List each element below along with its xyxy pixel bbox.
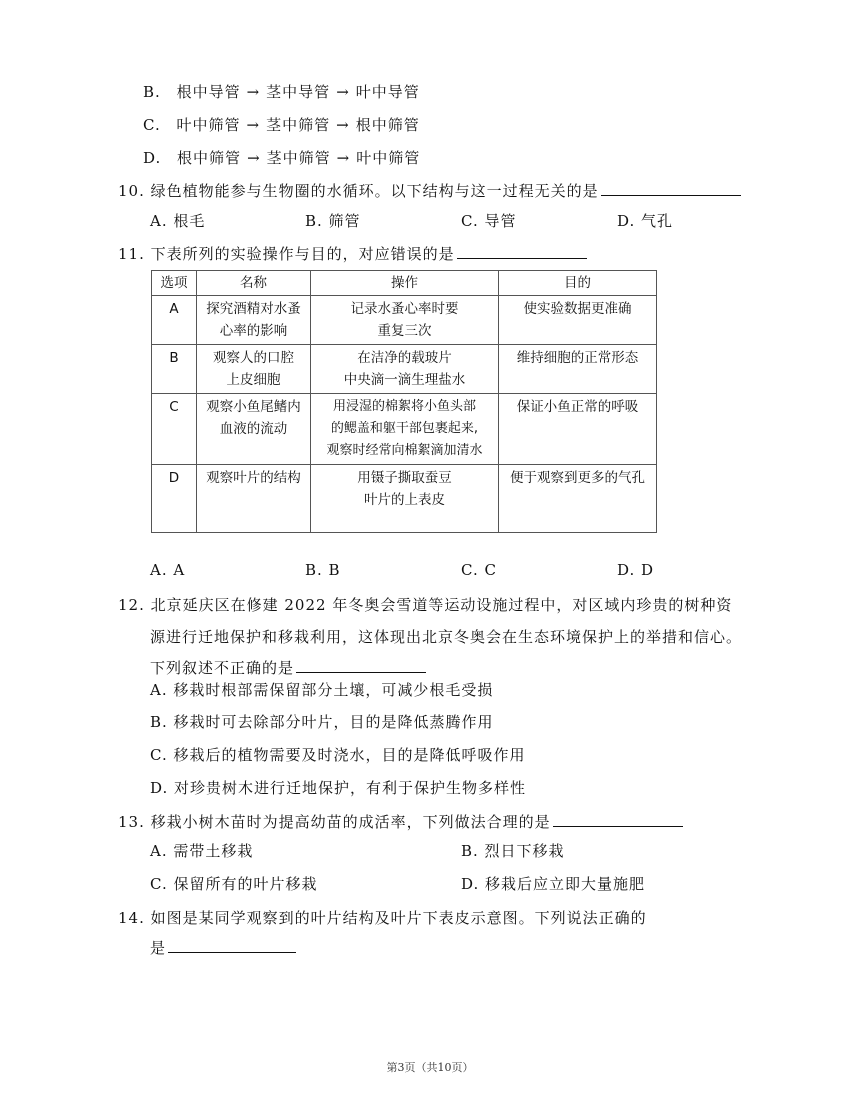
- q12-stem-line-2: 源进行迁地保护和移栽利用，这体现出北京冬奥会在生态环境保护上的举措和信心。: [150, 628, 743, 646]
- q12-stem-line-1: 12. 北京延庆区在修建 2022 年冬奥会雪道等运动设施过程中，对区域内珍贵的树种资: [118, 596, 733, 614]
- q11-stem: [118, 243, 587, 264]
- option-part: 根中筛管: [177, 149, 242, 167]
- q9-option-c[interactable]: [143, 114, 420, 135]
- q11-option-d[interactable]: D. D: [617, 561, 655, 579]
- table-row: [152, 296, 657, 345]
- cell-purpose: 使实验数据更准确: [499, 296, 657, 345]
- option-part: 根中导管: [176, 83, 241, 101]
- table-row: [152, 465, 657, 533]
- q11-option-b[interactable]: B. B: [305, 561, 341, 579]
- answer-blank[interactable]: [457, 244, 587, 259]
- arrow-icon: →: [247, 149, 261, 167]
- arrow-icon: →: [336, 83, 350, 101]
- q14-stem-line-1: 14. 如图是某同学观察到的叶片结构及叶片下表皮示意图。下列说法正确的: [118, 909, 647, 927]
- arrow-icon: →: [246, 116, 261, 134]
- table-row: [152, 345, 657, 394]
- q10-option-c[interactable]: C. 导管: [461, 212, 517, 230]
- cell-option: D: [152, 465, 197, 533]
- table-row: [152, 394, 657, 465]
- q13-option-c[interactable]: C. 保留所有的叶片移栽: [150, 875, 318, 893]
- answer-blank[interactable]: [168, 938, 296, 953]
- q12-option-c[interactable]: C. 移栽后的植物需要及时浇水，目的是降低呼吸作用: [150, 746, 526, 764]
- header-option: 选项: [152, 271, 197, 296]
- table-header-row: [152, 271, 657, 296]
- option-part: 叶中筛管: [356, 149, 421, 167]
- cell-purpose: 便于观察到更多的气孔: [499, 465, 657, 533]
- question-text: 下列叙述不正确的是: [150, 659, 295, 677]
- option-part: 叶中筛管: [176, 116, 241, 134]
- answer-blank[interactable]: [553, 812, 683, 827]
- cell-name: 观察小鱼尾鳍内 血液的流动: [197, 394, 311, 465]
- option-letter: D.: [143, 149, 162, 167]
- cell-name: 观察人的口腔 上皮细胞: [197, 345, 311, 394]
- cell-option: C: [152, 394, 197, 465]
- cell-purpose: 保证小鱼正常的呼吸: [499, 394, 657, 465]
- arrow-icon: →: [336, 116, 350, 134]
- cell-operation: 记录水蚤心率时要 重复三次: [311, 296, 499, 345]
- q13-option-b[interactable]: B. 烈日下移栽: [461, 842, 565, 860]
- q13-stem: [118, 811, 683, 832]
- answer-blank[interactable]: [296, 658, 426, 673]
- q11-option-a[interactable]: A. A: [150, 561, 186, 579]
- q12-stem-line-3: [150, 657, 426, 678]
- header-name: 名称: [197, 271, 311, 296]
- cell-purpose: 维持细胞的正常形态: [499, 345, 657, 394]
- question-text: 是: [150, 939, 167, 957]
- q9-option-b[interactable]: [143, 81, 420, 102]
- q11-option-c[interactable]: C. C: [461, 561, 497, 579]
- cell-name: 探究酒精对水蚤 心率的影响: [197, 296, 311, 345]
- cell-option: B: [152, 345, 197, 394]
- header-purpose: 目的: [499, 271, 657, 296]
- q10-option-d[interactable]: D. 气孔: [617, 212, 674, 230]
- option-part: 茎中筛管: [266, 116, 331, 134]
- option-letter: C.: [143, 116, 161, 134]
- arrow-icon: →: [336, 149, 351, 167]
- q10-stem: [118, 180, 741, 201]
- q13-option-d[interactable]: D. 移栽后应立即大量施肥: [461, 875, 646, 893]
- question-text: 13. 移栽小树木苗时为提高幼苗的成活率，下列做法合理的是: [118, 813, 551, 831]
- option-part: 叶中导管: [355, 83, 420, 101]
- q12-option-a[interactable]: A. 移栽时根部需保留部分土壤，可减少根毛受损: [150, 681, 494, 699]
- answer-blank[interactable]: [601, 181, 741, 196]
- question-text: 10. 绿色植物能参与生物圈的水循环。以下结构与这一过程无关的是: [118, 182, 599, 200]
- q12-option-b[interactable]: B. 移栽时可去除部分叶片，目的是降低蒸腾作用: [150, 713, 494, 731]
- page-footer: 第3页（共10页）: [386, 1061, 474, 1074]
- option-part: 茎中筛管: [266, 149, 331, 167]
- q10-option-a[interactable]: A. 根毛: [150, 212, 206, 230]
- q10-option-b[interactable]: B. 筛管: [305, 212, 361, 230]
- cell-operation: 用镊子撕取蚕豆 叶片的上表皮: [311, 465, 499, 533]
- q14-stem-line-2: [150, 937, 296, 958]
- arrow-icon: →: [246, 83, 261, 101]
- question-text: 11. 下表所列的实验操作与目的，对应错误的是: [118, 245, 455, 263]
- cell-operation: 用浸湿的棉絮将小鱼头部 的鳃盖和躯干部包裹起来, 观察时经常向棉絮滴加清水: [311, 394, 499, 465]
- option-part: 根中筛管: [355, 116, 420, 134]
- experiment-table: [151, 270, 657, 533]
- cell-option: A: [152, 296, 197, 345]
- q9-option-d[interactable]: [143, 147, 420, 168]
- cell-name: 观察叶片的结构: [197, 465, 311, 533]
- header-operation: 操作: [311, 271, 499, 296]
- q13-option-a[interactable]: A. 需带土移栽: [150, 842, 254, 860]
- option-part: 茎中导管: [266, 83, 331, 101]
- q12-option-d[interactable]: D. 对珍贵树木进行迁地保护，有利于保护生物多样性: [150, 779, 527, 797]
- cell-operation: 在洁净的载玻片 中央滴一滴生理盐水: [311, 345, 499, 394]
- option-letter: B.: [143, 83, 161, 101]
